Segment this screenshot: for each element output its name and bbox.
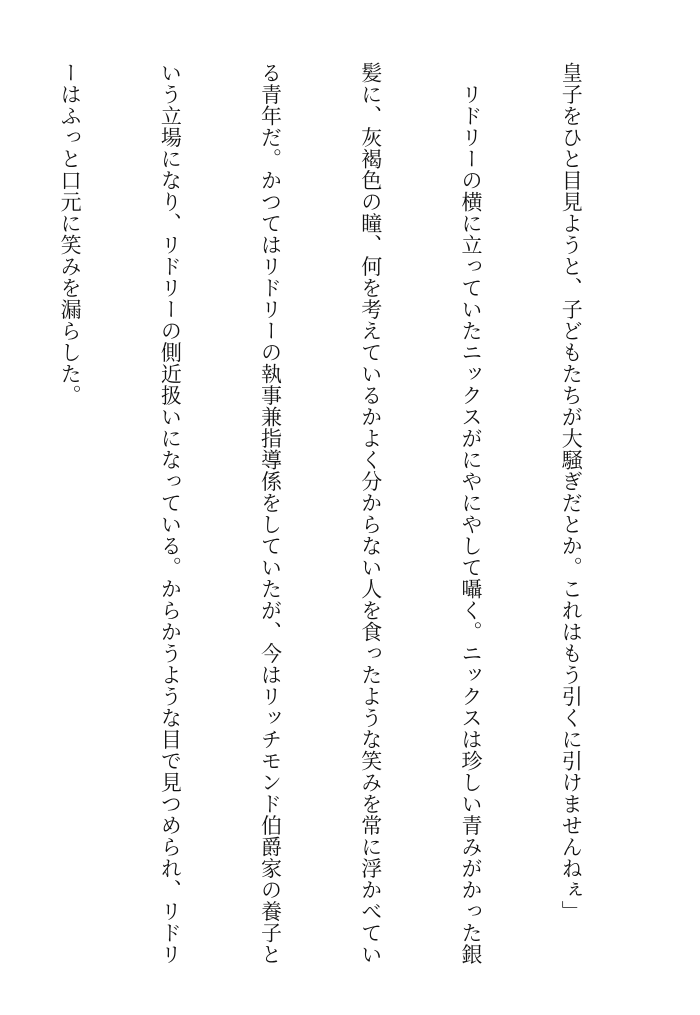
text-line: リドリーの横に立っていたニックスがにやにやして囁く。ニックスは珍しい青みがかった銀 — [458, 62, 483, 965]
text-line: る青年だ。かつてはリドリーの執事兼指導係をしていたが、今はリッチモンド伯爵家の養子と — [258, 62, 283, 965]
text-line: 髪に、灰褐色の瞳、何を考えているかよく分からない人を食ったような笑みを常に浮かべてい — [358, 62, 383, 965]
vertical-text-body — [0, 62, 654, 965]
text-line: いう立場になり、リドリーの側近扱いになっている。からかうような目で見つめられ、リドリ — [158, 62, 183, 965]
text-line: ーはふっと口元に笑みを漏らした。 — [58, 62, 83, 406]
text-line: 皇子をひと目見ようと、子どもたちが大騒ぎだとか。これはもう引くに引けませんねぇ」 — [559, 62, 584, 922]
